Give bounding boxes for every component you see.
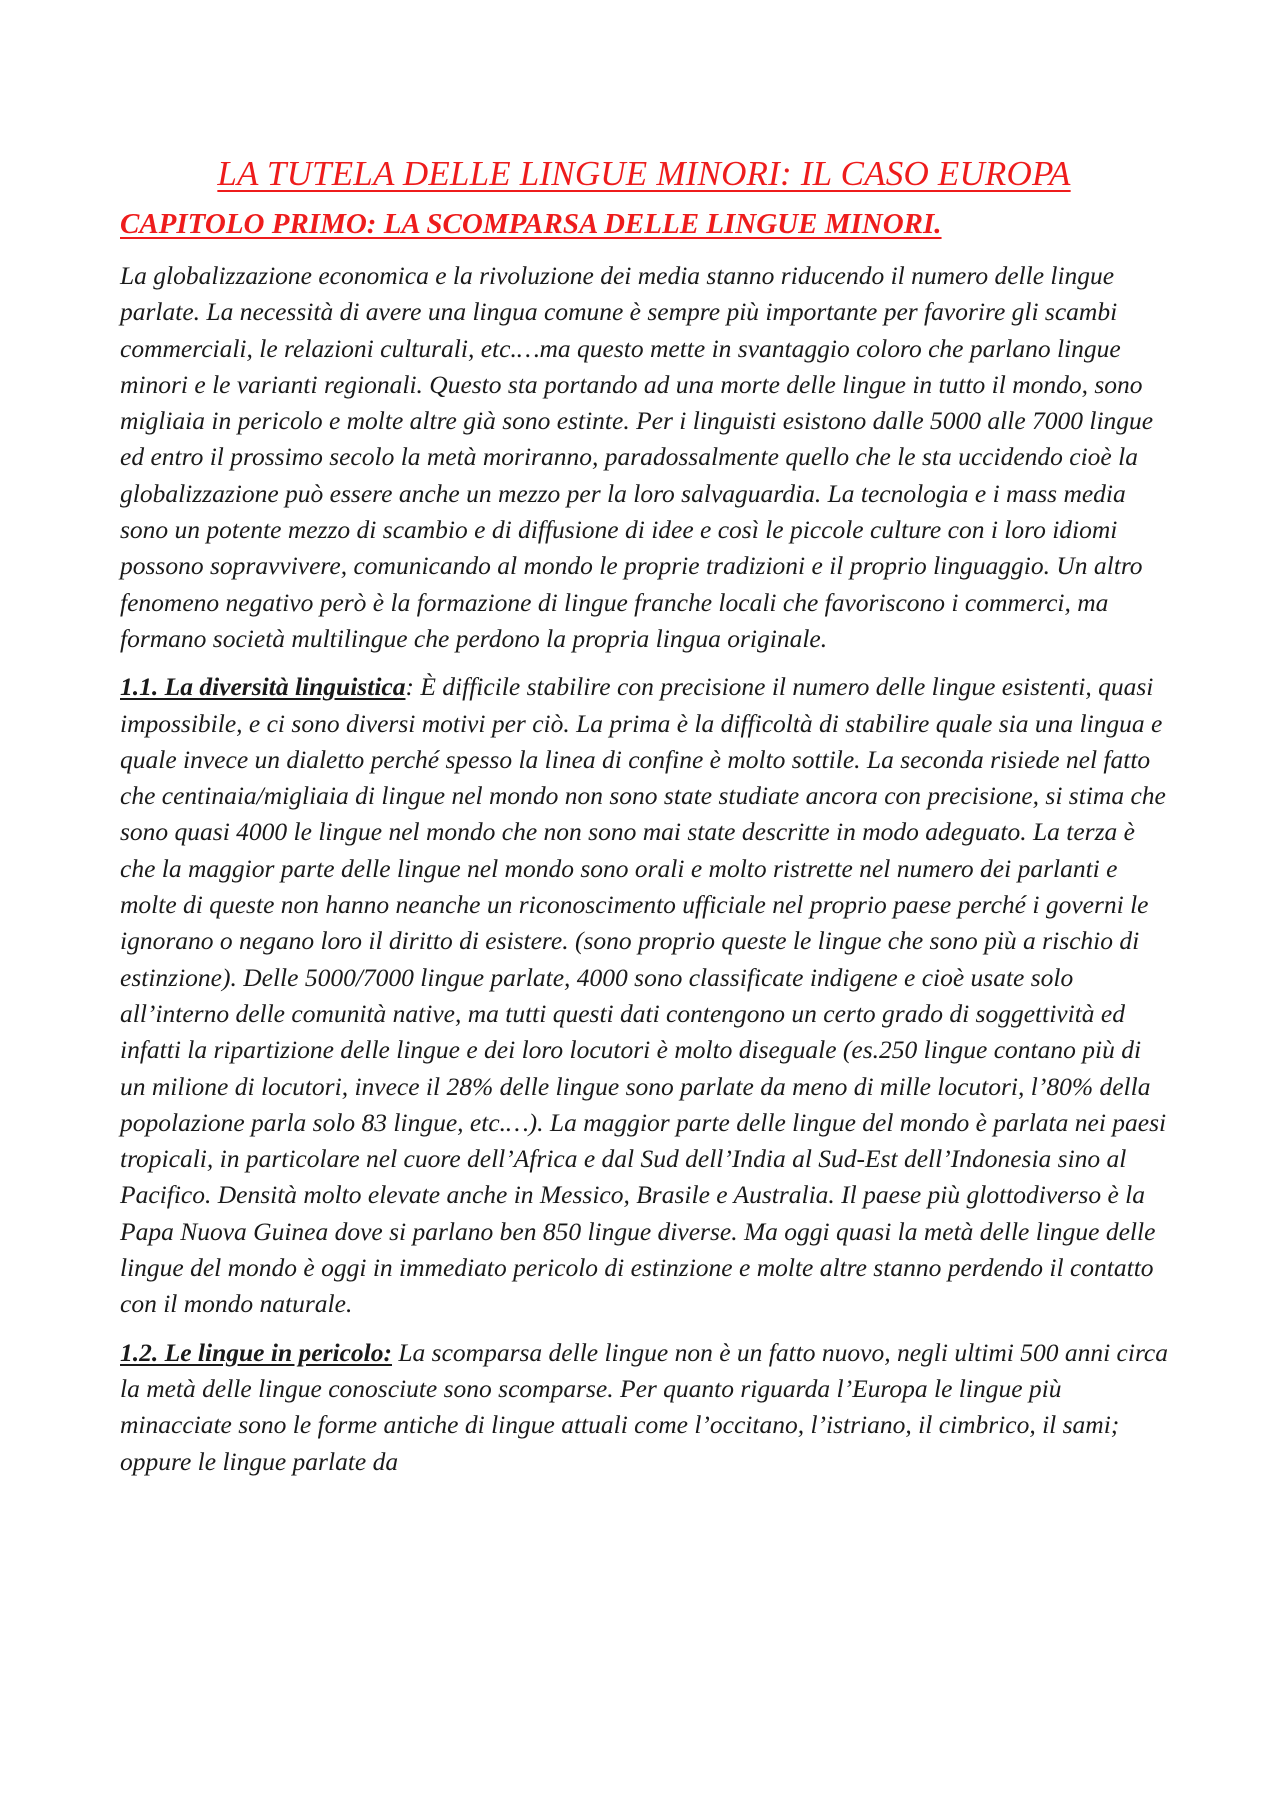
section-heading-colon: : bbox=[405, 672, 414, 702]
chapter-title: CAPITOLO PRIMO: LA SCOMPARSA DELLE LINGUE MINORI. bbox=[120, 208, 942, 240]
intro-paragraph: La globalizzazione economica e la rivoluzione dei media stanno riducendo il numero delle lingue parlate. La necessità di avere una lingua comune è sempre più importante per favorire gli scambi commerciali, le relazioni culturali, etc.…ma questo mette in svantaggio coloro che parlano lingue minori e le varianti regionali. Questo sta portando ad una morte delle lingue in tutto il mondo, sono migliaia in pericolo e molte altre già sono estinte. Per i linguisti esistono dalle 5000 alle 7000 lingue ed entro il prossimo secolo la metà moriranno, paradossalmente quello che le sta uccidendo cioè la globalizzazione può essere anche un mezzo per la loro salvaguardia. La tecnologia e i mass media sono un potente mezzo di scambio e di diffusione di idee e così le piccole culture con i loro idiomi possono sopravvivere, comunicando al mondo le proprie tradizioni e il proprio linguaggio. Un altro fenomeno negativo però è la formazione di lingue franche locali che favoriscono i commerci, ma formano società multilingue che perdono la propria lingua originale. bbox=[120, 261, 1154, 653]
document-title: LA TUTELA DELLE LINGUE MINORI: IL CASO EUROPA bbox=[217, 154, 1071, 193]
section-paragraph-1-1 bbox=[120, 669, 1168, 1322]
section-body-1-2: La scomparsa delle lingue non è un fatto nuovo, negli ultimi 500 anni circa la metà delle lingue conosciute sono scomparse. Per quanto riguarda l’Europa le lingue più minacciate sono le forme antiche di lingue attuali come l’occitano, l’istriano, il cimbrico, il sami; oppure le lingue parlate da bbox=[120, 1337, 1169, 1476]
section-heading-1-1: 1.1. La diversità linguistica bbox=[120, 672, 406, 702]
section-heading-1-2: 1.2. Le lingue in pericolo: bbox=[120, 1337, 392, 1367]
section-paragraph-1-2 bbox=[120, 1335, 1168, 1480]
section-body-1-1: È difficile stabilire con precisione il numero delle lingue esistenti, quasi impossibile, e ci sono diversi motivi per ciò. La prima è la difficoltà di stabilire quale sia una lingua e quale invece un dialetto perché spesso la linea di confine è molto sottile. La seconda risiede nel fatto che centinaia/migliaia di lingue nel mondo non sono state studiate ancora con precisione, si stima che sono quasi 4000 le lingue nel mondo che non sono mai state descritte in modo adeguato. La terza è che la maggior parte delle lingue nel mondo sono orali e molto ristrette nel numero dei parlanti e molte di queste non hanno neanche un riconoscimento ufficiale nel proprio paese perché i governi le ignorano o negano loro il diritto di esistere. (sono proprio queste le lingue che sono più a rischio di estinzione). Delle 5000/7000 lingue parlate, 4000 sono classificate indigene e cioè usate solo all’interno delle comunità native, ma tutti questi dati contengono un certo grado di soggettività ed infatti la ripartizione delle lingue e dei loro locutori è molto diseguale (es.250 lingue contano più di un milione di locutori, invece il 28% delle lingue sono parlate da meno di mille locutori, l’80% della popolazione parla solo 83 lingue, etc.…). La maggior parte delle lingue del mondo è parlata nei paesi tropicali, in particolare nel cuore dell’Africa e dal Sud dell’India al Sud-Est dell’Indonesia sino al Pacifico. Densità molto elevate anche in Messico, Brasile e Australia. Il paese più glottodiverso è la Papa Nuova Guinea dove si parlano ben 850 lingue diverse. Ma oggi quasi la metà delle lingue delle lingue del mondo è oggi in immediato pericolo di estinzione e molte altre stanno perdendo il contatto con il mondo naturale. bbox=[120, 672, 1167, 1319]
